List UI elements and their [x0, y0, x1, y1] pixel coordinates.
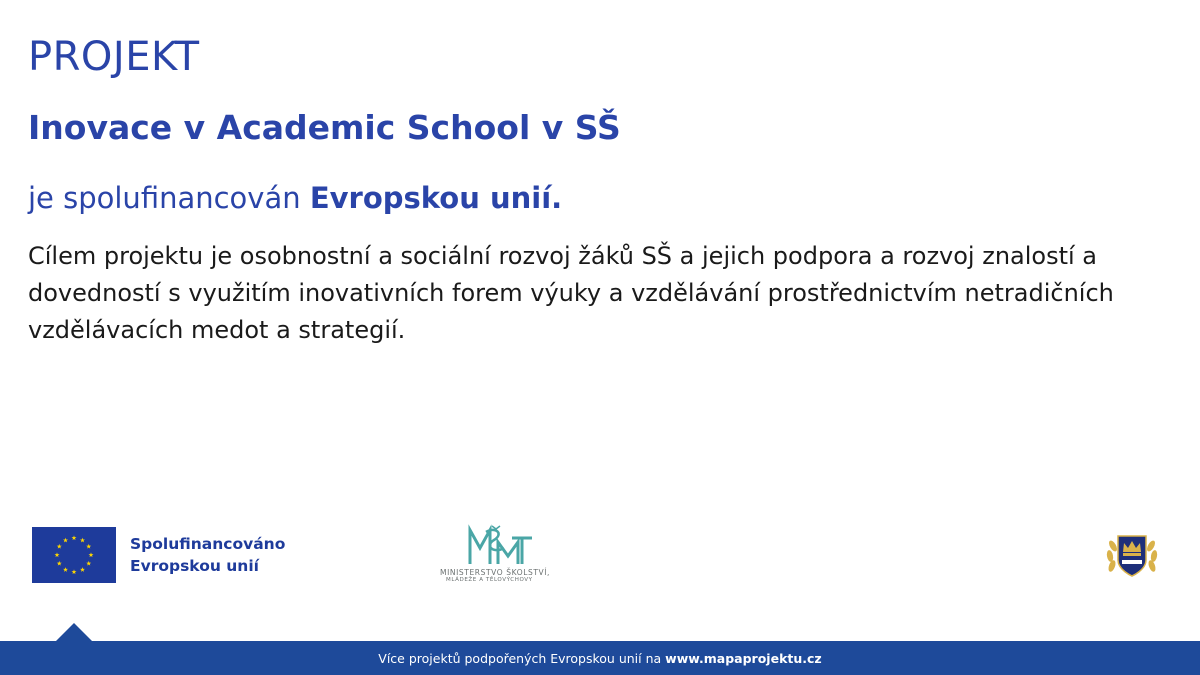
cofinanced-prefix: je spolufinancován: [28, 181, 301, 215]
footer-bar: [0, 641, 1200, 675]
eu-star-icon: [89, 552, 94, 557]
msmt-mark-icon: [432, 524, 562, 568]
project-description: Cílem projektu je osobnostní a sociální rozvoj žáků SŠ a jejich podpora a rozvoj znalostí a dovedností s využitím inovativních forem výuky a vzdělávání prostřednictvím netradičních vzdělávacích medot a strategií.: [28, 242, 1114, 344]
eu-star-icon: [72, 535, 77, 540]
eu-logo-text: [130, 533, 285, 577]
eu-star-icon: [72, 569, 77, 574]
eu-cofinanced-logo: [32, 527, 285, 583]
footer-link[interactable]: www.mapaprojektu.cz: [665, 650, 822, 666]
eu-star-icon: [80, 567, 85, 572]
msmt-line1: MINISTERSTVO ŠKOLSTVÍ,: [440, 568, 551, 577]
cofinanced-statement: [28, 181, 562, 215]
eu-star-icon: [57, 544, 62, 549]
footer-tab: [56, 623, 92, 641]
eu-star-icon: [55, 552, 60, 557]
eu-star-icon: [63, 538, 68, 543]
eu-logo-line1: Spolufinancováno: [130, 535, 286, 553]
msmt-line2: MLÁDEŽE A TĚLOVÝCHOVY: [446, 577, 533, 583]
eu-star-icon: [63, 567, 68, 572]
footer-text: Více projektů podpořených Evropskou unií na: [378, 650, 662, 666]
eu-star-icon: [57, 561, 62, 566]
msmt-logo: [432, 524, 562, 586]
page-heading: PROJEKT: [28, 34, 200, 80]
eu-flag-icon: [32, 527, 116, 583]
school-crest-icon: [1104, 530, 1160, 580]
eu-star-icon: [80, 538, 85, 543]
project-name: Inovace v Academic School v SŠ: [28, 108, 621, 147]
eu-logo-line2: Evropskou unií: [130, 557, 259, 575]
eu-star-icon: [86, 561, 91, 566]
cofinanced-emphasis: Evropskou unií.: [309, 181, 563, 215]
eu-star-icon: [86, 544, 91, 549]
